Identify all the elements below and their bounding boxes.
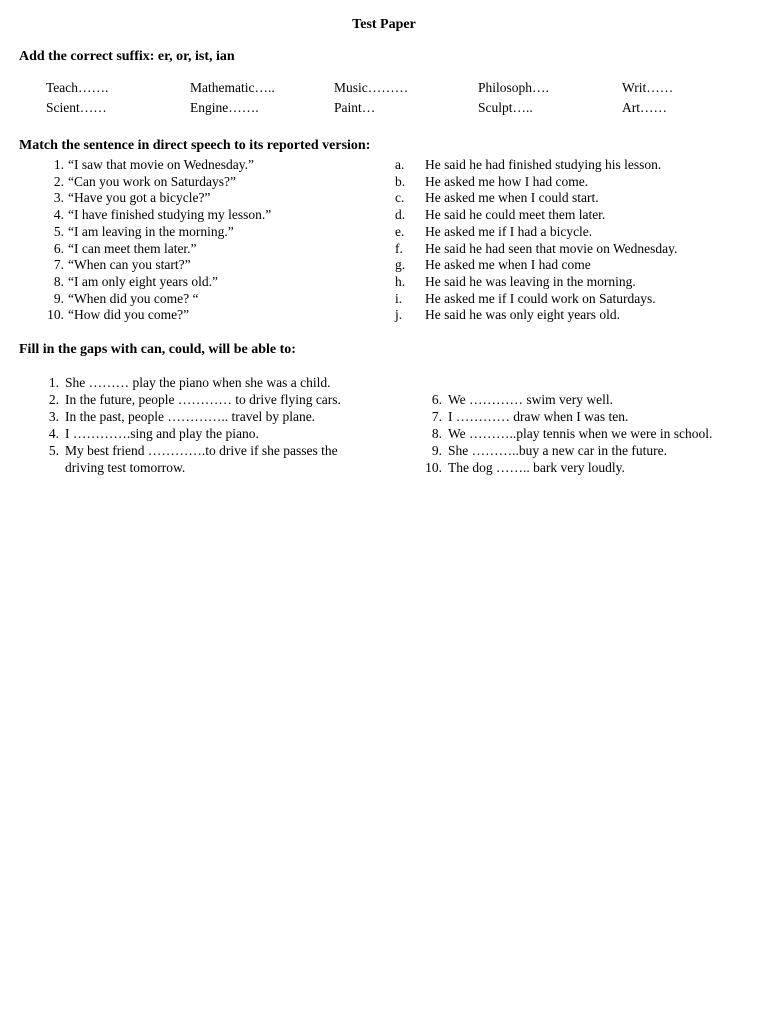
item-number: 5. xyxy=(48,442,59,458)
suffix-word: Paint… xyxy=(334,100,376,115)
item-number: 10. xyxy=(425,459,442,475)
direct-speech-item xyxy=(19,274,389,291)
fill-gap-item xyxy=(19,392,379,409)
item-number: b. xyxy=(395,173,406,189)
item-text: “When can you start?” xyxy=(68,257,191,273)
reported-speech-item xyxy=(395,207,755,224)
suffix-word: Art…… xyxy=(622,100,667,115)
item-text: “I am only eight years old.” xyxy=(68,273,218,289)
item-text: He said he was only eight years old. xyxy=(425,307,620,323)
item-number: e. xyxy=(395,223,405,239)
direct-speech-item xyxy=(19,190,389,207)
item-text: “Have you got a bicycle?” xyxy=(68,190,211,206)
item-text: He said he had finished studying his lesson. xyxy=(425,157,662,172)
item-number: a. xyxy=(395,157,405,172)
item-text: He asked me if I could work on Saturdays. xyxy=(425,290,656,306)
suffix-word: Writ…… xyxy=(622,80,674,95)
item-text: I ………… draw when I was ten. xyxy=(448,408,629,424)
fill-gap-item xyxy=(410,392,740,409)
item-number: 2. xyxy=(48,391,59,407)
fill-gap-item xyxy=(19,426,379,443)
item-text: “I saw that movie on Wednesday.” xyxy=(68,157,254,172)
item-text: He asked me when I could start. xyxy=(425,190,599,206)
item-number: g. xyxy=(395,257,406,273)
item-text: He said he could meet them later. xyxy=(425,207,606,223)
item-number: 5. xyxy=(53,223,64,239)
item-number: j. xyxy=(395,307,403,323)
item-text: He said he had seen that movie on Wednesday. xyxy=(425,240,678,256)
item-number: 6. xyxy=(431,392,442,407)
suffix-word-grid xyxy=(46,80,746,116)
item-text: “I can meet them later.” xyxy=(68,240,197,256)
suffix-word: Sculpt….. xyxy=(478,100,533,115)
fill-gaps-list-right xyxy=(410,392,740,477)
reported-speech-item xyxy=(395,157,755,174)
item-number: 8. xyxy=(431,425,442,441)
item-text: “Can you work on Saturdays?” xyxy=(68,173,236,189)
item-text: He asked me how I had come. xyxy=(425,173,589,189)
item-text: “I am leaving in the morning.” xyxy=(68,223,234,239)
item-text: The dog …….. bark very loudly. xyxy=(448,459,625,475)
item-text: In the past, people ………….. travel by plane. xyxy=(65,408,316,424)
item-text: My best friend ………….to drive if she passes the driving test tomorrow. xyxy=(65,442,338,475)
direct-speech-item xyxy=(19,157,389,174)
direct-speech-item xyxy=(19,241,389,258)
direct-speech-item xyxy=(19,307,389,324)
fill-gap-item xyxy=(19,409,379,426)
suffix-word: Engine……. xyxy=(190,100,259,115)
reported-speech-item xyxy=(395,174,755,191)
reported-speech-item xyxy=(395,257,755,274)
direct-speech-list xyxy=(19,157,389,324)
fill-gap-item xyxy=(410,409,740,426)
item-number: f. xyxy=(395,240,403,256)
fill-gaps-section-heading: Fill in the gaps with can, could, will be able to: xyxy=(19,342,296,357)
item-text: I ………….sing and play the piano. xyxy=(65,425,259,441)
page-title: Test Paper xyxy=(352,17,416,32)
direct-speech-item xyxy=(19,257,389,274)
item-text: “How did you come?” xyxy=(68,307,190,323)
item-number: i. xyxy=(395,290,403,306)
fill-gap-item xyxy=(410,443,740,460)
item-number: 7. xyxy=(431,408,442,424)
item-number: 1. xyxy=(48,375,59,390)
item-text: “When did you come? “ xyxy=(68,290,199,306)
suffix-word: Philosoph…. xyxy=(478,80,549,95)
reported-speech-item xyxy=(395,291,755,308)
fill-gap-item xyxy=(410,460,740,477)
reported-speech-item xyxy=(395,307,755,324)
suffix-section-heading: Add the correct suffix: er, or, ist, ian xyxy=(19,49,235,64)
item-number: 4. xyxy=(48,425,59,441)
item-number: 9. xyxy=(431,442,442,458)
item-text: She ………..buy a new car in the future. xyxy=(448,442,667,458)
item-number: 7. xyxy=(53,257,64,273)
direct-speech-item xyxy=(19,291,389,308)
item-text: She ……… play the piano when she was a child. xyxy=(65,375,331,390)
fill-gap-item xyxy=(19,375,379,392)
direct-speech-item xyxy=(19,174,389,191)
reported-speech-item xyxy=(395,224,755,241)
suffix-word: Music……… xyxy=(334,80,409,95)
item-text: He said he was leaving in the morning. xyxy=(425,273,636,289)
item-number: 1. xyxy=(53,157,64,172)
suffix-word: Mathematic….. xyxy=(190,80,275,95)
reported-speech-list xyxy=(395,157,755,324)
item-number: 3. xyxy=(48,408,59,424)
reported-speech-item xyxy=(395,190,755,207)
item-text: He asked me if I had a bicycle. xyxy=(425,223,593,239)
suffix-word: Scient…… xyxy=(46,100,107,115)
matching-section-heading: Match the sentence in direct speech to its reported version: xyxy=(19,138,371,153)
item-number: 3. xyxy=(53,190,64,206)
item-text: He asked me when I had come xyxy=(425,257,591,273)
item-number: c. xyxy=(395,190,405,206)
item-number: 8. xyxy=(53,273,64,289)
item-text: “I have finished studying my lesson.” xyxy=(68,207,272,223)
item-text: In the future, people ………… to drive flying cars. xyxy=(65,391,341,407)
item-number: h. xyxy=(395,273,406,289)
direct-speech-item xyxy=(19,224,389,241)
item-number: d. xyxy=(395,207,406,223)
suffix-word: Teach……. xyxy=(46,80,109,95)
item-text: We ………… swim very well. xyxy=(448,392,614,407)
item-number: 9. xyxy=(53,290,64,306)
fill-gaps-list-left xyxy=(19,375,379,476)
item-number: 6. xyxy=(53,240,64,256)
item-text: We ………..play tennis when we were in school. xyxy=(448,425,713,441)
reported-speech-item xyxy=(395,241,755,258)
fill-gap-item xyxy=(410,426,740,443)
fill-gap-item xyxy=(19,443,379,477)
direct-speech-item xyxy=(19,207,389,224)
reported-speech-item xyxy=(395,274,755,291)
item-number: 4. xyxy=(53,207,64,223)
item-number: 10. xyxy=(47,307,64,323)
item-number: 2. xyxy=(53,173,64,189)
